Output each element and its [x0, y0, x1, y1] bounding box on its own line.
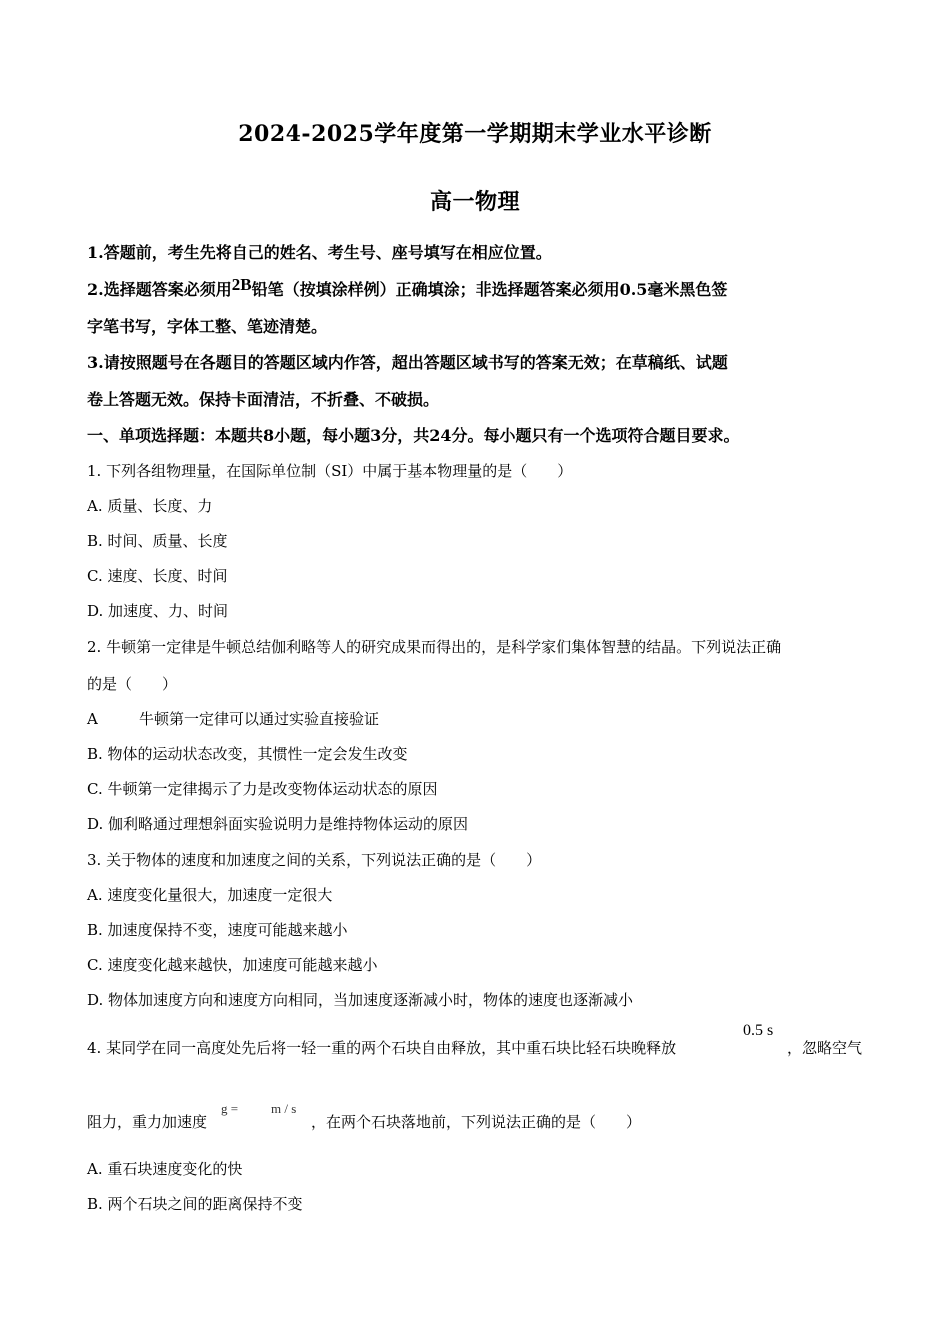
math-gravity-unit: m / s: [271, 1101, 297, 1116]
question-4-stem-end: ，忽略空气: [787, 1039, 863, 1057]
note-2-part-2: 铅笔（按填涂样例）正确填涂；非选择题答案必须用0.5毫米黑色签: [251, 280, 728, 299]
question-1-option-b: B. 时间、质量、长度: [87, 532, 228, 550]
question-3-option-b: B. 加速度保持不变，速度可能越来越小: [87, 921, 348, 939]
note-2: [87, 277, 727, 300]
question-4-stem: 4. 某同学在同一高度处先后将一轻一重的两个石块自由释放，其中重石块比轻石块晚释放: [87, 1039, 677, 1057]
question-3-option-a: A. 速度变化量很大，加速度一定很大: [87, 886, 333, 904]
note-2-cont: 字笔书写，字体工整、笔迹清楚。: [87, 317, 328, 336]
question-1-stem: 1. 下列各组物理量，在国际单位制（SI）中属于基本物理量的是（ ）: [87, 462, 573, 480]
note-2-part-1: 2.选择题答案必须用: [87, 280, 232, 299]
question-4-stem-cont: 阻力，重力加速度: [87, 1113, 208, 1131]
question-2-option-b: B. 物体的运动状态改变，其惯性一定会发生改变: [87, 745, 408, 763]
question-2-option-a: [87, 708, 379, 729]
question-3-option-c: C. 速度变化越来越快，加速度可能越来越小: [87, 956, 378, 974]
option-a-text: 牛顿第一定律可以通过实验直接验证: [139, 710, 380, 728]
exam-title: 2024-2025学年度第一学期期末学业水平诊断: [238, 121, 712, 147]
note-1: 1.答题前，考生先将自己的姓名、考生号、座号填写在相应位置。: [87, 243, 552, 262]
section-heading: 一、单项选择题：本题共8小题，每小题3分，共24分。每小题只有一个选项符合题目要求。: [87, 426, 740, 445]
question-4-option-b: B. 两个石块之间的距离保持不变: [87, 1195, 303, 1213]
note-3: 3.请按照题号在各题目的答题区域内作答，超出答题区域书写的答案无效；在草稿纸、试题: [87, 353, 728, 372]
question-2-option-c: C. 牛顿第一定律揭示了力是改变物体运动状态的原因: [87, 780, 438, 798]
note-3-cont: 卷上答题无效。保持卡面清洁，不折叠、不破损。: [87, 390, 440, 409]
question-2-option-d: D. 伽利略通过理想斜面实验说明力是维持物体运动的原因: [87, 815, 469, 833]
question-4-option-a: A. 重石块速度变化的快: [87, 1160, 243, 1178]
question-1-option-d: D. 加速度、力、时间: [87, 602, 229, 620]
question-4-stem-end-2: ，在两个石块落地前，下列说法正确的是（ ）: [311, 1113, 642, 1131]
option-a-label: A: [87, 710, 98, 728]
math-gravity-symbol: g =: [221, 1101, 239, 1116]
question-1-option-c: C. 速度、长度、时间: [87, 567, 228, 585]
question-3-option-d: D. 物体加速度方向和速度方向相同，当加速度逐渐减小时，物体的速度也逐渐减小: [87, 991, 634, 1009]
question-1-option-a: A. 质量、长度、力: [87, 497, 213, 515]
question-3-stem: 3. 关于物体的速度和加速度之间的关系，下列说法正确的是（ ）: [87, 851, 542, 869]
pencil-grade: 2B: [231, 275, 252, 294]
math-release-delay: 0.5 s: [743, 1022, 774, 1039]
exam-subtitle: 高一物理: [429, 189, 520, 215]
question-2-stem-cont: 的是（ ）: [87, 675, 178, 693]
question-2-stem: 2. 牛顿第一定律是牛顿总结伽利略等人的研究成果而得出的，是科学家们集体智慧的结晶。下列说法正确: [87, 638, 782, 656]
